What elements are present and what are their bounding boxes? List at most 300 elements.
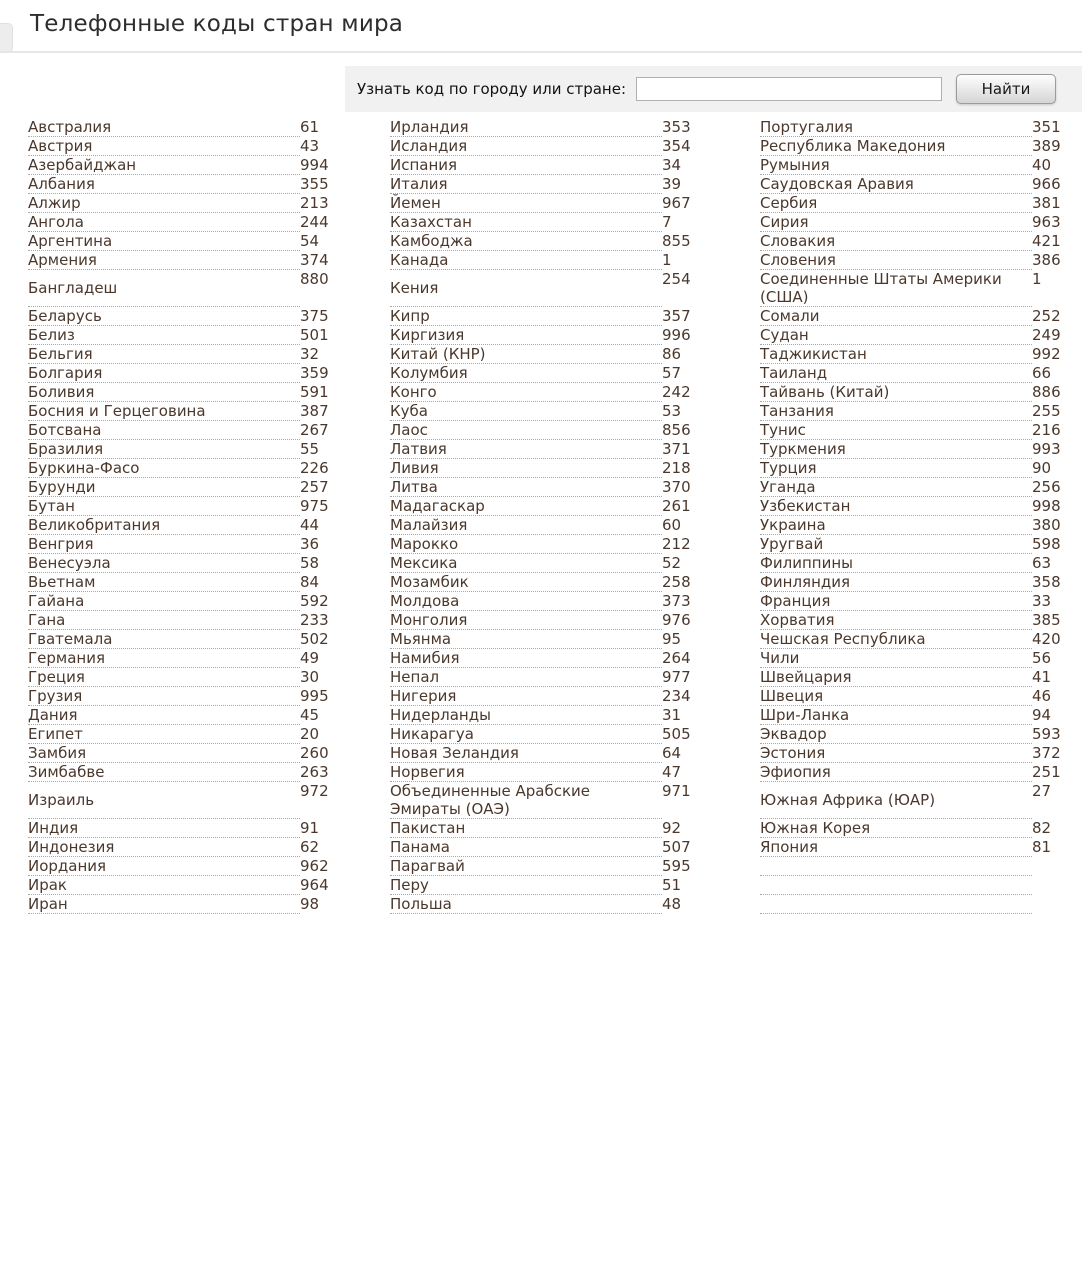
country-code: 53 — [662, 401, 682, 420]
country-name: Венгрия — [28, 535, 300, 554]
country-code: 962 — [300, 856, 329, 875]
country-name: Судан — [760, 326, 1032, 345]
column-gap — [334, 649, 390, 668]
column-gap — [696, 592, 760, 611]
table-row — [28, 895, 1066, 914]
table-row — [28, 326, 1066, 345]
column-gap — [334, 838, 390, 857]
table-row — [28, 383, 1066, 402]
column-gap — [334, 175, 390, 194]
country-code: 421 — [1032, 231, 1061, 250]
country-code: 420 — [1032, 629, 1061, 648]
column-gap — [696, 611, 760, 630]
column-gap — [696, 630, 760, 649]
country-name: Израиль — [28, 782, 300, 819]
country-code: 98 — [300, 894, 320, 913]
table-row — [28, 819, 1066, 838]
country-code: 61 — [300, 118, 320, 136]
country-name: Филиппины — [760, 554, 1032, 573]
country-name: Соединенные Штаты Америки (США) — [760, 270, 1032, 307]
column-gap — [696, 876, 760, 895]
table-row — [28, 649, 1066, 668]
country-name: Чешская Республика — [760, 630, 1032, 649]
country-code: 351 — [1032, 118, 1061, 136]
country-name: Иран — [28, 895, 300, 914]
country-code: 91 — [300, 818, 320, 837]
country-name: Монголия — [390, 611, 662, 630]
column-gap — [696, 307, 760, 326]
column-gap — [334, 516, 390, 535]
country-name: Узбекистан — [760, 497, 1032, 516]
country-name: Таиланд — [760, 364, 1032, 383]
country-name: Танзания — [760, 402, 1032, 421]
country-name: Словакия — [760, 232, 1032, 251]
country-code: 995 — [300, 686, 329, 705]
country-name: Дания — [28, 706, 300, 725]
country-name: Марокко — [390, 535, 662, 554]
country-name: Эстония — [760, 744, 1032, 763]
country-code: 242 — [662, 382, 691, 401]
table-row — [28, 307, 1066, 326]
country-code: 54 — [300, 231, 320, 250]
country-name: Бурунди — [28, 478, 300, 497]
search-label: Узнать код по городу или стране: — [357, 80, 627, 98]
country-name: Египет — [28, 725, 300, 744]
country-code: 60 — [662, 515, 682, 534]
country-name: Австрия — [28, 137, 300, 156]
country-code: 886 — [1032, 382, 1061, 401]
search-bar — [345, 66, 1082, 112]
table-row — [28, 838, 1066, 857]
country-name: Конго — [390, 383, 662, 402]
country-code: 359 — [300, 363, 329, 382]
country-name: Эфиопия — [760, 763, 1032, 782]
country-code: 226 — [300, 458, 329, 477]
country-name: Бангладеш — [28, 270, 300, 307]
country-name: Германия — [28, 649, 300, 668]
column-gap — [334, 687, 390, 706]
country-code: 44 — [300, 515, 320, 534]
country-code: 353 — [662, 118, 691, 136]
table-row — [28, 744, 1066, 763]
table-row — [28, 156, 1066, 175]
column-gap — [696, 345, 760, 364]
country-name: Республика Македония — [760, 137, 1032, 156]
country-code: 1 — [1032, 269, 1042, 288]
country-code: 46 — [1032, 686, 1052, 705]
country-name: Камбоджа — [390, 232, 662, 251]
country-name: Армения — [28, 251, 300, 270]
country-code: 255 — [1032, 401, 1061, 420]
country-code: 254 — [662, 269, 691, 288]
country-code: 502 — [300, 629, 329, 648]
country-code: 33 — [1032, 591, 1052, 610]
country-name: Канада — [390, 251, 662, 270]
country-name: Албания — [28, 175, 300, 194]
column-gap — [696, 270, 760, 307]
country-code: 966 — [1032, 174, 1061, 193]
country-name: Южная Африка (ЮАР) — [760, 782, 1032, 819]
column-gap — [334, 554, 390, 573]
country-code: 20 — [300, 724, 320, 743]
country-code: 354 — [662, 136, 691, 155]
column-gap — [696, 156, 760, 175]
column-gap — [334, 307, 390, 326]
country-code: 49 — [300, 648, 320, 667]
country-name: Казахстан — [390, 213, 662, 232]
country-code: 64 — [662, 743, 682, 762]
country-name: Япония — [760, 838, 1032, 857]
codes-table-body — [28, 118, 1066, 914]
country-code: 56 — [1032, 648, 1052, 667]
table-row — [28, 725, 1066, 744]
table-row — [28, 535, 1066, 554]
country-name: Чили — [760, 649, 1032, 668]
column-gap — [334, 364, 390, 383]
country-name: Украина — [760, 516, 1032, 535]
country-code: 993 — [1032, 439, 1061, 458]
country-code: 90 — [1032, 458, 1052, 477]
country-code: 47 — [662, 762, 682, 781]
country-code: 216 — [1032, 420, 1061, 439]
column-gap — [696, 668, 760, 687]
table-row — [28, 118, 1066, 137]
column-gap — [334, 706, 390, 725]
country-code: 380 — [1032, 515, 1061, 534]
country-code: 258 — [662, 572, 691, 591]
country-name: Италия — [390, 175, 662, 194]
country-code: 218 — [662, 458, 691, 477]
table-row — [28, 573, 1066, 592]
column-gap — [696, 326, 760, 345]
country-name: Намибия — [390, 649, 662, 668]
column-gap — [334, 459, 390, 478]
column-gap — [696, 744, 760, 763]
search-button[interactable]: Найти — [956, 74, 1056, 104]
country-code: 591 — [300, 382, 329, 401]
country-name — [760, 876, 1032, 895]
column-gap — [696, 838, 760, 857]
country-name: Норвегия — [390, 763, 662, 782]
country-name: Китай (КНР) — [390, 345, 662, 364]
column-gap — [334, 194, 390, 213]
country-code: 593 — [1032, 724, 1061, 743]
column-gap — [334, 857, 390, 876]
column-gap — [334, 725, 390, 744]
country-code: 385 — [1032, 610, 1061, 629]
country-code: 357 — [662, 306, 691, 325]
country-code: 387 — [300, 401, 329, 420]
column-gap — [334, 573, 390, 592]
country-code: 977 — [662, 667, 691, 686]
country-name: Шри-Ланка — [760, 706, 1032, 725]
table-row — [28, 668, 1066, 687]
column-gap — [334, 819, 390, 838]
country-name: Португалия — [760, 118, 1032, 137]
country-name: Франция — [760, 592, 1032, 611]
country-name: Южная Корея — [760, 819, 1032, 838]
country-code: 267 — [300, 420, 329, 439]
country-name: Новая Зеландия — [390, 744, 662, 763]
column-gap — [696, 516, 760, 535]
country-code: 32 — [300, 344, 320, 363]
country-name: Ангола — [28, 213, 300, 232]
country-code: 43 — [300, 136, 320, 155]
country-code: 95 — [662, 629, 682, 648]
country-name: Пакистан — [390, 819, 662, 838]
country-name: Буркина-Фасо — [28, 459, 300, 478]
column-gap — [334, 478, 390, 497]
country-name: Австралия — [28, 118, 300, 137]
country-name: Тунис — [760, 421, 1032, 440]
column-gap — [334, 251, 390, 270]
country-name: Индонезия — [28, 838, 300, 857]
country-name: Куба — [390, 402, 662, 421]
country-code: 57 — [662, 363, 682, 382]
column-gap — [334, 630, 390, 649]
country-code: 31 — [662, 705, 682, 724]
country-name: Уругвай — [760, 535, 1032, 554]
country-code: 41 — [1032, 667, 1052, 686]
country-code: 58 — [300, 553, 320, 572]
column-gap — [334, 440, 390, 459]
country-name: Греция — [28, 668, 300, 687]
country-code: 39 — [662, 174, 682, 193]
country-name: Гайана — [28, 592, 300, 611]
table-row — [28, 516, 1066, 535]
country-name: Молдова — [390, 592, 662, 611]
country-name: Объединенные Арабские Эмираты (ОАЭ) — [390, 782, 662, 819]
country-code: 963 — [1032, 212, 1061, 231]
country-code: 358 — [1032, 572, 1061, 591]
country-name: Гана — [28, 611, 300, 630]
column-gap — [334, 156, 390, 175]
column-gap — [334, 232, 390, 251]
country-code — [1032, 857, 1066, 876]
country-code: 595 — [662, 856, 691, 875]
column-gap — [334, 213, 390, 232]
country-code: 375 — [300, 306, 329, 325]
column-gap — [334, 137, 390, 156]
country-code: 40 — [1032, 155, 1052, 174]
table-row — [28, 232, 1066, 251]
country-code: 84 — [300, 572, 320, 591]
country-code: 260 — [300, 743, 329, 762]
country-code: 62 — [300, 837, 320, 856]
table-row — [28, 554, 1066, 573]
country-name: Алжир — [28, 194, 300, 213]
table-row — [28, 706, 1066, 725]
country-code: 880 — [300, 269, 329, 288]
country-name: Бразилия — [28, 440, 300, 459]
country-name: Нидерланды — [390, 706, 662, 725]
country-name: Тайвань (Китай) — [760, 383, 1032, 402]
country-name: Боливия — [28, 383, 300, 402]
country-code: 86 — [662, 344, 682, 363]
table-row — [28, 459, 1066, 478]
country-code: 52 — [662, 553, 682, 572]
country-name: Нигерия — [390, 687, 662, 706]
column-gap — [696, 251, 760, 270]
country-code: 856 — [662, 420, 691, 439]
country-name: Эквадор — [760, 725, 1032, 744]
column-gap — [334, 402, 390, 421]
country-code: 592 — [300, 591, 329, 610]
column-gap — [696, 478, 760, 497]
country-name: Латвия — [390, 440, 662, 459]
country-name: Венесуэла — [28, 554, 300, 573]
column-gap — [696, 649, 760, 668]
country-code: 373 — [662, 591, 691, 610]
table-row — [28, 175, 1066, 194]
country-code: 976 — [662, 610, 691, 629]
country-code — [1032, 876, 1066, 895]
column-gap — [696, 232, 760, 251]
country-name — [760, 857, 1032, 876]
table-row — [28, 270, 1066, 307]
country-code: 994 — [300, 155, 329, 174]
country-name: Мьянма — [390, 630, 662, 649]
country-code: 213 — [300, 193, 329, 212]
country-code: 252 — [1032, 306, 1061, 325]
country-code: 372 — [1032, 743, 1061, 762]
country-code: 264 — [662, 648, 691, 667]
country-code: 212 — [662, 534, 691, 553]
country-code: 27 — [1032, 781, 1052, 800]
country-name: Финляндия — [760, 573, 1032, 592]
country-name: Болгария — [28, 364, 300, 383]
header-divider — [0, 51, 1082, 53]
table-row — [28, 137, 1066, 156]
search-input[interactable] — [636, 77, 942, 101]
country-code: 975 — [300, 496, 329, 515]
column-gap — [696, 402, 760, 421]
country-code: 992 — [1032, 344, 1061, 363]
country-name: Гватемала — [28, 630, 300, 649]
column-gap — [696, 497, 760, 516]
country-name: Непал — [390, 668, 662, 687]
column-gap — [334, 118, 390, 137]
column-gap — [696, 118, 760, 137]
country-name: Азербайджан — [28, 156, 300, 175]
country-name: Зимбабве — [28, 763, 300, 782]
country-name: Швеция — [760, 687, 1032, 706]
country-code: 507 — [662, 837, 691, 856]
column-gap — [696, 137, 760, 156]
country-codes-table — [28, 118, 1066, 914]
column-gap — [696, 725, 760, 744]
country-code: 855 — [662, 231, 691, 250]
country-name: Вьетнам — [28, 573, 300, 592]
column-gap — [696, 364, 760, 383]
country-code: 501 — [300, 325, 329, 344]
column-gap — [696, 782, 760, 819]
country-name: Замбия — [28, 744, 300, 763]
country-name: Сирия — [760, 213, 1032, 232]
table-row — [28, 763, 1066, 782]
page-title: Телефонные коды стран мира — [30, 11, 404, 37]
column-gap — [334, 782, 390, 819]
country-name: Перу — [390, 876, 662, 895]
country-name: Мадагаскар — [390, 497, 662, 516]
table-row — [28, 194, 1066, 213]
country-name: Кения — [390, 270, 662, 307]
country-code: 30 — [300, 667, 320, 686]
country-code: 34 — [662, 155, 682, 174]
country-name: Бутан — [28, 497, 300, 516]
column-gap — [334, 763, 390, 782]
country-code: 971 — [662, 781, 691, 800]
country-code: 371 — [662, 439, 691, 458]
country-code: 505 — [662, 724, 691, 743]
column-gap — [334, 535, 390, 554]
country-code: 81 — [1032, 837, 1052, 856]
table-row — [28, 782, 1066, 819]
country-name: Великобритания — [28, 516, 300, 535]
column-gap — [334, 497, 390, 516]
country-code: 92 — [662, 818, 682, 837]
column-gap — [334, 421, 390, 440]
country-name: Турция — [760, 459, 1032, 478]
column-gap — [696, 857, 760, 876]
country-name: Ботсвана — [28, 421, 300, 440]
column-gap — [696, 440, 760, 459]
side-panel-tab[interactable] — [0, 23, 13, 53]
country-name: Никарагуа — [390, 725, 662, 744]
country-code: 964 — [300, 875, 329, 894]
table-row — [28, 478, 1066, 497]
table-row — [28, 440, 1066, 459]
country-name: Кипр — [390, 307, 662, 326]
table-row — [28, 876, 1066, 895]
country-code: 48 — [662, 894, 682, 913]
country-code: 244 — [300, 212, 329, 231]
column-gap — [696, 421, 760, 440]
country-code: 94 — [1032, 705, 1052, 724]
column-gap — [334, 895, 390, 914]
country-code — [1032, 895, 1066, 914]
column-gap — [696, 687, 760, 706]
column-gap — [696, 459, 760, 478]
table-row — [28, 402, 1066, 421]
country-name: Иордания — [28, 857, 300, 876]
table-row — [28, 611, 1066, 630]
country-name: Уганда — [760, 478, 1032, 497]
column-gap — [696, 213, 760, 232]
country-code: 598 — [1032, 534, 1061, 553]
table-row — [28, 592, 1066, 611]
country-code: 386 — [1032, 250, 1061, 269]
table-row — [28, 251, 1066, 270]
country-code: 234 — [662, 686, 691, 705]
country-code: 389 — [1032, 136, 1061, 155]
column-gap — [334, 744, 390, 763]
column-gap — [696, 535, 760, 554]
country-code: 1 — [662, 250, 672, 269]
column-gap — [334, 668, 390, 687]
country-code: 51 — [662, 875, 682, 894]
country-name: Мексика — [390, 554, 662, 573]
column-gap — [696, 194, 760, 213]
country-code: 261 — [662, 496, 691, 515]
country-name: Испания — [390, 156, 662, 175]
country-code: 45 — [300, 705, 320, 724]
country-code: 63 — [1032, 553, 1052, 572]
country-code: 249 — [1032, 325, 1061, 344]
country-code: 36 — [300, 534, 320, 553]
country-name: Парагвай — [390, 857, 662, 876]
country-name: Лаос — [390, 421, 662, 440]
